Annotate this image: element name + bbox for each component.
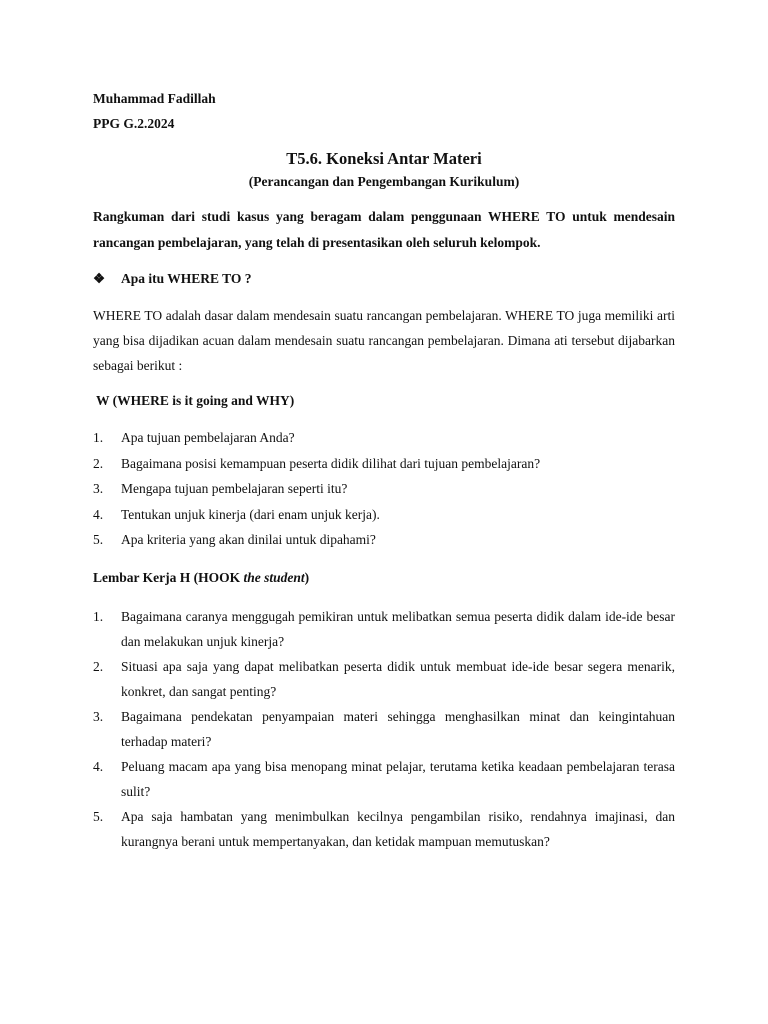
document-page [93, 86, 675, 854]
list-item-number: 3. [93, 481, 104, 496]
list-item [93, 425, 675, 451]
list-item-text: Mengapa tujuan pembelajaran seperti itu? [121, 481, 348, 496]
list-item [93, 527, 675, 553]
where-to-heading [93, 266, 675, 291]
list-item-number: 5. [93, 532, 104, 547]
list-item-number: 5. [93, 808, 104, 824]
w-section-heading: W (WHERE is it going and WHY) [96, 393, 295, 408]
list-item [93, 476, 675, 502]
list-item [93, 754, 675, 804]
where-to-paragraph: WHERE TO adalah dasar dalam mendesain suatu rancangan pembelajaran. WHERE TO juga memiliki arti yang bisa dijadikan acuan dalam mendesain suatu rancangan pembelajaran. Dimana ati tersebut dijabarkan sebagai berikut : [93, 308, 675, 373]
list-item-text: Peluang macam apa yang bisa menopang minat pelajar, terutama ketika keadaan pembelajaran terasa sulit? [121, 758, 675, 799]
where-to-heading-text: Apa itu WHERE TO ? [121, 271, 252, 286]
list-item [93, 502, 675, 528]
list-item-number: 3. [93, 708, 104, 724]
author-name: Muhammad Fadillah [93, 91, 216, 106]
diamond-bullet-icon: ❖ [93, 271, 106, 286]
class-code: PPG G.2.2024 [93, 116, 175, 131]
list-item-text: Apa kriteria yang akan dinilai untuk dipahami? [121, 532, 376, 547]
list-item-number: 4. [93, 506, 104, 522]
list-item-text: Bagaimana pendekatan penyampaian materi sehingga menghasilkan minat dan keingintahuan terhadap materi? [121, 708, 675, 749]
h-section-heading [93, 565, 675, 590]
list-item-number: 2. [93, 455, 104, 471]
document-subtitle: (Perancangan dan Pengembangan Kurikulum) [248, 174, 520, 189]
list-item-text: Situasi apa saja yang dapat melibatkan peserta didik untuk membuat ide-ide besar segera menarik, konkret, dan sangat penting? [121, 658, 675, 699]
list-item [93, 451, 675, 477]
list-item-text: Apa tujuan pembelajaran Anda? [121, 430, 295, 445]
w-question-list [93, 425, 675, 553]
list-item-text: Apa saja hambatan yang menimbulkan kecilnya pengambilan risiko, rendahnya imajinasi, dan kurangnya berani untuk mempertanyakan, dan ketidak mampuan memutuskan? [121, 808, 675, 849]
list-item-text: Bagaimana posisi kemampuan peserta didik dilihat dari tujuan pembelajaran? [121, 455, 541, 471]
list-item [93, 654, 675, 704]
list-item [93, 604, 675, 654]
list-item [93, 804, 675, 854]
h-heading-suffix: ) [304, 569, 310, 585]
list-item-text: Bagaimana caranya menggugah pemikiran untuk melibatkan semua peserta didik dalam ide-ide besar dan melakukan unjuk kinerja? [121, 608, 675, 649]
list-item [93, 704, 675, 754]
list-item-number: 1. [93, 608, 104, 624]
list-item-text: Tentukan unjuk kinerja (dari enam unjuk kerja). [121, 506, 380, 522]
list-item-number: 2. [93, 658, 104, 674]
document-title: T5.6. Koneksi Antar Materi [286, 149, 482, 168]
h-heading-italic: the student [243, 569, 305, 585]
summary-paragraph: Rangkuman dari studi kasus yang beragam dalam penggunaan WHERE TO untuk mendesain rancangan pembelajaran, yang telah di presentasikan oleh seluruh kelompok. [93, 209, 675, 250]
list-item-number: 4. [93, 758, 104, 774]
h-heading-prefix: Lembar Kerja H (HOOK [93, 569, 244, 585]
list-item-number: 1. [93, 430, 104, 445]
h-question-list [93, 604, 675, 854]
